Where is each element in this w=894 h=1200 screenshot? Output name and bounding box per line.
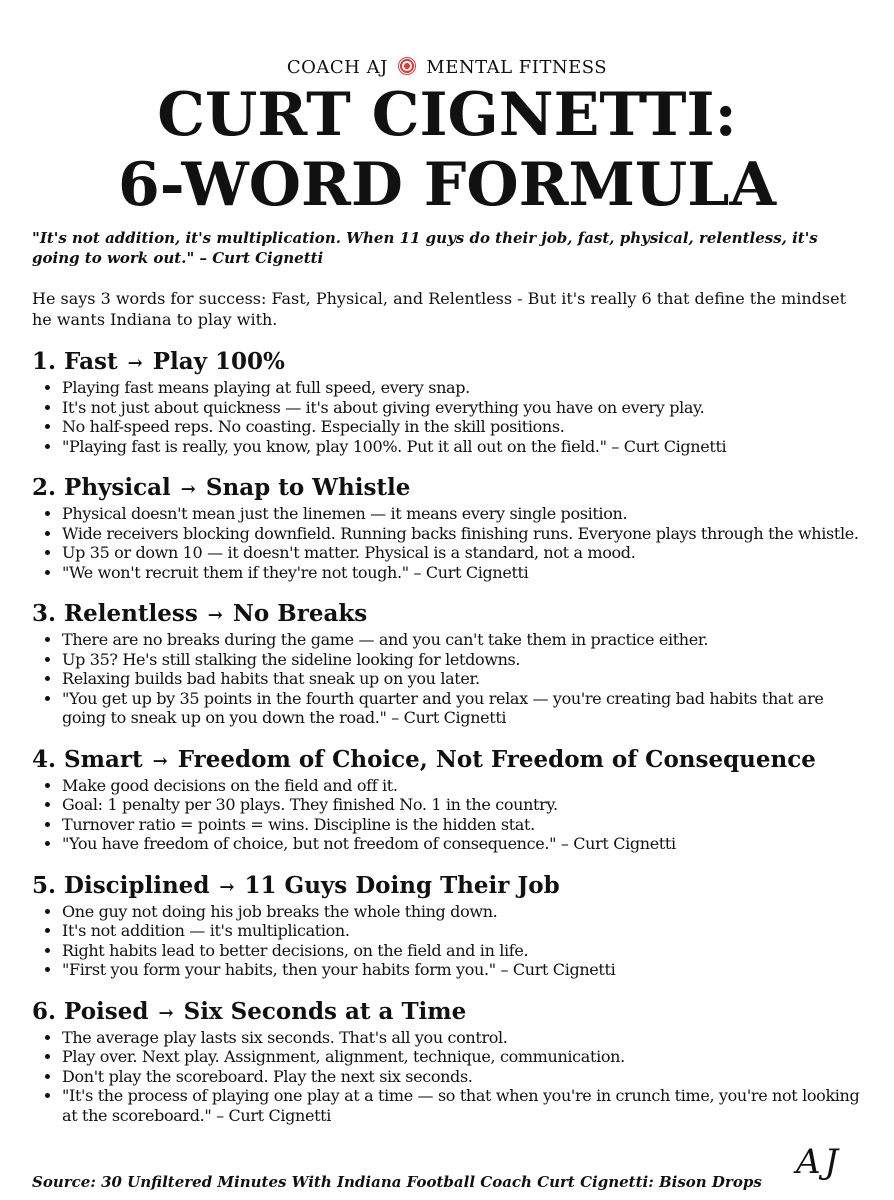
list-item: • Up 35? He's still stalking the sideline looking for letdowns.	[62, 650, 862, 670]
list-item: • Playing fast means playing at full speed, every snap.	[62, 378, 862, 398]
section-heading	[32, 600, 862, 630]
main-content	[32, 228, 862, 1125]
bullet-list	[32, 902, 862, 980]
list-item: • "Playing fast is really, you know, play 100%. Put it all out on the field." – Curt Cignetti	[62, 437, 862, 457]
list-item: • The average play lasts six seconds. That's all you control.	[62, 1028, 862, 1048]
opening-quote: "It's not addition, it's multiplication. When 11 guys do their job, fast, physical, relentless, it's going to work out." – Curt Cignetti	[32, 229, 818, 267]
brand-right: MENTAL FITNESS	[426, 57, 608, 78]
section-subtitle: Six Seconds at a Time	[183, 997, 467, 1025]
section-heading	[32, 872, 862, 902]
section-number: 5.	[32, 871, 57, 899]
formula-section	[32, 746, 862, 854]
list-item: • It's not addition — it's multiplication.	[62, 921, 862, 941]
list-item: • No half-speed reps. No coasting. Especially in the skill positions.	[62, 417, 862, 437]
section-number: 2.	[32, 474, 57, 501]
arrow-right-icon: →	[127, 353, 143, 374]
title-line-1: CURT CIGNETTI:	[157, 80, 737, 150]
section-word: Smart	[64, 745, 143, 773]
list-item: • Make good decisions on the field and off it.	[62, 776, 862, 796]
sections-list	[32, 348, 862, 1125]
list-item: • Goal: 1 penalty per 30 plays. They finished No. 1 in the country.	[62, 795, 862, 815]
section-number: 3.	[32, 600, 57, 627]
section-subtitle: Snap to Whistle	[205, 474, 411, 501]
list-item: • There are no breaks during the game — and you can't take them in practice either.	[62, 630, 862, 650]
title-line-2: 6-WORD FORMULA	[117, 150, 776, 220]
section-word: Poised	[64, 997, 149, 1025]
bullet-list	[32, 1028, 862, 1126]
signature-logo: AJ	[796, 1142, 843, 1182]
section-number: 4.	[32, 745, 57, 773]
list-item: • "You have freedom of choice, but not freedom of consequence." – Curt Cignetti	[62, 834, 862, 854]
list-item: • Play over. Next play. Assignment, alignment, technique, communication.	[62, 1047, 862, 1067]
arrow-right-icon: →	[158, 1002, 174, 1024]
section-word: Disciplined	[64, 871, 210, 899]
section-number: 6.	[32, 997, 57, 1025]
section-subtitle: 11 Guys Doing Their Job	[244, 871, 560, 899]
formula-section	[32, 474, 862, 582]
page-title	[0, 80, 894, 220]
list-item: • "You get up by 35 points in the fourth quarter and you relax — you're creating bad habits that are going to sneak up on you down the road." – Curt Cignetti	[62, 689, 862, 728]
arrow-right-icon: →	[180, 479, 196, 500]
section-word: Physical	[64, 474, 171, 501]
list-item: • Turnover ratio = points = wins. Discipline is the hidden stat.	[62, 815, 862, 835]
list-item: • Up 35 or down 10 — it doesn't matter. Physical is a standard, not a mood.	[62, 543, 862, 563]
section-subtitle: Freedom of Choice, Not Freedom of Consequence	[177, 745, 816, 773]
list-item: • It's not just about quickness — it's about giving everything you have on every play.	[62, 398, 862, 418]
section-number: 1.	[32, 348, 57, 375]
brand-left: COACH AJ	[286, 57, 388, 78]
section-word: Relentless	[64, 600, 198, 627]
list-item: • "It's the process of playing one play at a time — so that when you're in crunch time, you're not looking at the scoreboard." – Curt Cignetti	[62, 1086, 862, 1125]
target-icon	[398, 57, 416, 75]
arrow-right-icon: →	[219, 876, 235, 898]
section-heading	[32, 746, 862, 776]
bullet-list	[32, 776, 862, 854]
bullet-list	[32, 378, 862, 456]
formula-section	[32, 600, 862, 728]
bullet-list	[32, 504, 862, 582]
bullet-list	[32, 630, 862, 728]
section-heading	[32, 474, 862, 504]
section-word: Fast	[64, 348, 118, 375]
section-heading	[32, 348, 862, 378]
formula-section	[32, 998, 862, 1126]
list-item: • "We won't recruit them if they're not tough." – Curt Cignetti	[62, 563, 862, 583]
intro-paragraph: He says 3 words for success: Fast, Physical, and Relentless - But it's really 6 that define the mindset he wants Indiana to play with.	[32, 289, 847, 329]
arrow-right-icon: →	[152, 750, 168, 772]
list-item: • One guy not doing his job breaks the whole thing down.	[62, 902, 862, 922]
formula-section	[32, 872, 862, 980]
brand-line	[0, 56, 894, 80]
section-subtitle: Play 100%	[152, 348, 285, 375]
section-heading	[32, 998, 862, 1028]
section-subtitle: No Breaks	[232, 600, 368, 627]
source-citation: Source: 30 Unfiltered Minutes With Indiana Football Coach Curt Cignetti: Bison Drops	[32, 1173, 762, 1191]
list-item: • Wide receivers blocking downfield. Running backs finishing runs. Everyone plays through the whistle.	[62, 524, 862, 544]
formula-section	[32, 348, 862, 456]
list-item: • "First you form your habits, then your habits form you." – Curt Cignetti	[62, 960, 862, 980]
list-item: • Physical doesn't mean just the linemen — it means every single position.	[62, 504, 862, 524]
arrow-right-icon: →	[207, 605, 223, 626]
list-item: • Relaxing builds bad habits that sneak up on you later.	[62, 669, 862, 689]
list-item: • Right habits lead to better decisions, on the field and in life.	[62, 941, 862, 961]
list-item: • Don't play the scoreboard. Play the next six seconds.	[62, 1067, 862, 1087]
